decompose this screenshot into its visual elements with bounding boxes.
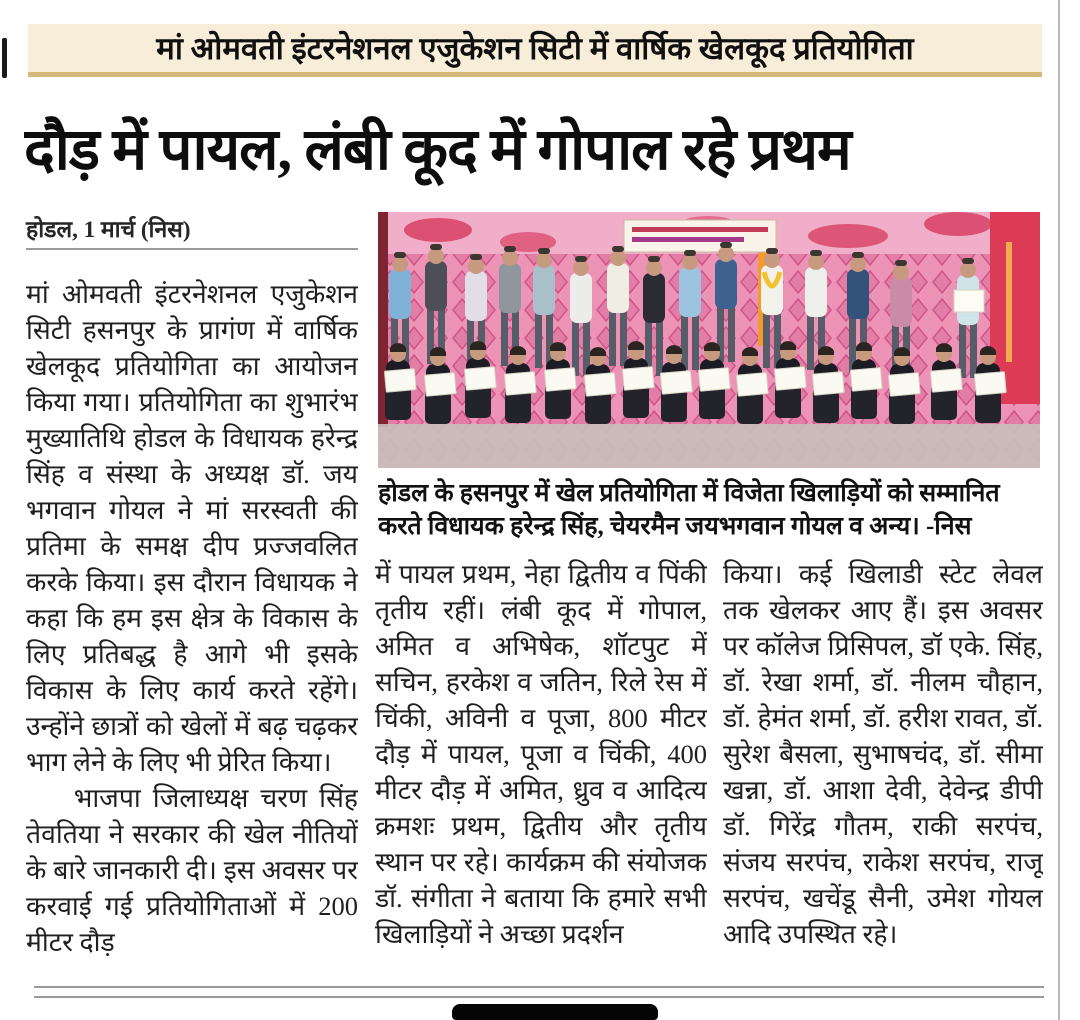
article-column-2 (375, 556, 707, 984)
photo-caption: होडल के हसनपुर में खेल प्रतियोगिता में विजेता खिलाड़ियों को सम्मानित करते विधायक हरेन्द्र सिंह, चेयरमैन जयभगवान गोयल व अन्य। -निस (378, 480, 1000, 540)
headline: दौड़ में पायल, लंबी कूद में गोपाल रहे प्रथम (24, 117, 851, 182)
photo-illustration (378, 212, 1040, 468)
kicker-banner (28, 24, 1042, 72)
bottom-black-bar (452, 1004, 658, 1020)
article-paragraph: भाजपा जिलाध्यक्ष चरण सिंह तेवतिया ने सरकार की खेल नीतियों के बारे जानकारी दी। इस अवसर पर करवाई गई प्रतियोगिताओं में 200 मीटर दौड़ (26, 783, 358, 957)
dateline: होडल, 1 मार्च (निस) (26, 217, 191, 242)
dateline-rule (26, 248, 358, 250)
kicker-underline (28, 72, 1042, 77)
article-column-3 (723, 556, 1043, 984)
article-column-1 (26, 276, 358, 982)
article-paragraph: में पायल प्रथम, नेहा द्वितीय व पिंकी तृतीय रहीं। लंबी कूद में गोपाल, अमित व अभिषेक, शॉटपुट में सचिन, हरकेश व जतिन, रिले रेस में चिंकी, अविनी व पूजा, 800 मीटर दौड़ में पायल, पूजा व चिंकी, 400 मीटर दौड़ में अमित, ध्रुव व आदित्य क्रमशः प्रथम, द्वितीय और तृतीय स्थान पर रहे। कार्यक्रम की संयोजक डॉ. संगीता ने बताया कि हमारे सभी खिलाड़ियों ने अच्छा प्रदर्शन (375, 559, 707, 949)
kicker-text: मां ओमवती इंटरनेशनल एजुकेशन सिटी में वार्षिक खेलकूद प्रतियोगिता (156, 31, 914, 66)
bottom-double-rule (34, 986, 1044, 998)
news-photo (378, 212, 1040, 468)
page-edge-mark (2, 38, 7, 78)
column-divider-line (1058, 0, 1060, 1020)
article-paragraph: मां ओमवती इंटरनेशनल एजुकेशन सिटी हसनपुर के प्रागंण में वार्षिक खेलकूद प्रतियोगिता का आयोजन किया गया। प्रतियोगिता का शुभारंभ मुख्यातिथि होडल के विधायक हरेन्द्र सिंह व संस्था के अध्यक्ष डॉ. जय भगवान गोयल ने मां सरस्वती की प्रतिमा के समक्ष दीप प्रज्जवलित करके किया। इस दौरान विधायक ने कहा कि हम इस क्षेत्र के विकास के लिए प्रतिबद्ध है आगे भी इसके विकास के लिए कार्य करते रहेंगे। उन्होंने छात्रों को खेलों में बढ़ चढ़कर भाग लेने के लिए भी प्रेरित किया। (26, 279, 358, 777)
article-paragraph: किया। कई खिलाडी स्टेट लेवल तक खेलकर आए हैं। इस अवसर पर कॉलेज प्रिसिपल, डॉ एके. सिंह, डॉ. रेखा शर्मा, डॉ. नीलम चौहान, डॉ. हेमंत शर्मा, डॉ. हरीश रावत, डॉ. सुरेश बैसला, सुभाषचंद, डॉ. सीमा खन्ना, डॉ. आशा देवी, देवेन्द्र डीपी डॉ. गिरेंद्र गौतम, राकी सरपंच, संजय सरपंच, राकेश सरपंच, राजू सरपंच, खचेंडू सैनी, उमेश गोयल आदि उपस्थित रहे। (723, 559, 1043, 949)
